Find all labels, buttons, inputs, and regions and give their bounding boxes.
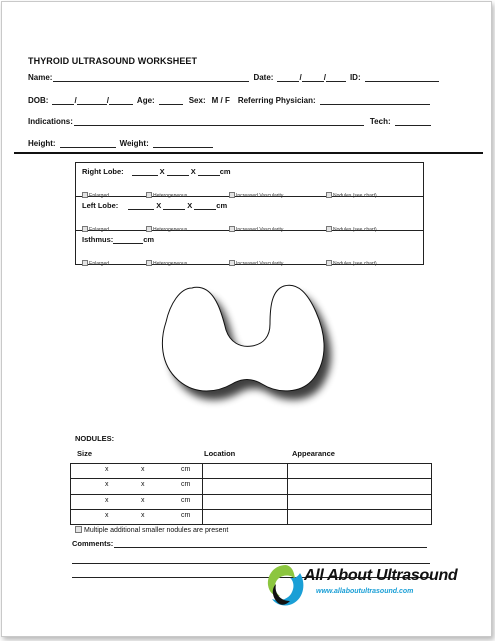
size-cell[interactable] [71, 464, 203, 479]
height-field[interactable] [60, 138, 116, 148]
dim-x: X [156, 201, 162, 210]
dim-unit: cm [143, 235, 155, 244]
size-x: x [105, 496, 109, 504]
checkbox-label: Nodules (see chart) [333, 193, 377, 199]
worksheet-page [1, 1, 492, 637]
multiple-nodules-checkbox[interactable] [75, 526, 82, 533]
sex-label: Sex: [188, 96, 206, 105]
checkbox-label: Increased Vascularity [236, 261, 284, 267]
checkbox-label: Nodules (see chart) [333, 261, 377, 267]
header-size: Size [77, 449, 93, 458]
checkbox-label: Heterogeneous [153, 261, 188, 267]
location-cell[interactable] [203, 479, 288, 494]
appearance-cell[interactable] [288, 509, 432, 524]
size-unit: cm [181, 511, 191, 519]
patient-row-measurements [28, 136, 213, 148]
left-lobe-label: Left Lobe: [82, 201, 119, 210]
thyroid-outline [162, 285, 324, 391]
age-label: Age: [136, 96, 155, 105]
right-lobe-dim3[interactable] [198, 167, 220, 176]
checkbox-label: Nodules (see chart) [333, 227, 377, 233]
checkbox-nodules[interactable] [326, 260, 377, 267]
size-x: x [105, 481, 109, 489]
date-separator: / [323, 73, 326, 82]
appearance-cell[interactable] [288, 464, 432, 479]
age-field[interactable] [159, 95, 183, 105]
right-lobe-dim2[interactable] [167, 167, 189, 176]
size-cell[interactable] [71, 479, 203, 494]
dob-label: DOB: [28, 96, 49, 105]
patient-row-name [28, 70, 439, 82]
checkbox-label: Increased Vascularity [236, 227, 284, 233]
right-lobe-label: Right Lobe: [82, 167, 124, 176]
isthmus-line [82, 235, 154, 244]
comments-label: Comments: [72, 539, 114, 548]
weight-field[interactable] [153, 138, 213, 148]
dim-x: X [190, 167, 196, 176]
dim-unit: cm [219, 167, 231, 176]
table-row [71, 494, 432, 509]
checkbox-heterogeneous[interactable] [146, 260, 187, 267]
dob-separator: / [106, 96, 109, 105]
tech-label: Tech: [369, 117, 391, 126]
left-lobe-line [82, 201, 227, 210]
left-lobe-dim3[interactable] [194, 201, 216, 210]
worksheet-title: THYROID ULTRASOUND WORKSHEET [28, 56, 198, 66]
checkbox-box[interactable] [229, 260, 235, 266]
header-appearance: Appearance [292, 449, 335, 458]
checkbox-box[interactable] [146, 260, 152, 266]
size-x: x [141, 511, 145, 519]
dim-x: X [159, 167, 165, 176]
referring-label: Referring Physician: [237, 96, 316, 105]
appearance-cell[interactable] [288, 479, 432, 494]
nodules-table [70, 463, 432, 525]
name-label: Name: [28, 73, 53, 82]
size-cell[interactable] [71, 509, 203, 524]
indications-label: Indications: [28, 117, 73, 126]
dob-month-field[interactable] [52, 95, 77, 105]
thyroid-illustration [152, 274, 342, 424]
date-separator: / [299, 73, 302, 82]
checkbox-enlarged[interactable] [82, 260, 109, 267]
checkbox-label: Enlarged [89, 227, 110, 233]
dob-year-field[interactable] [106, 95, 133, 105]
size-x: x [141, 481, 145, 489]
size-x: x [105, 511, 109, 519]
multiple-nodules-option[interactable] [75, 526, 228, 534]
size-unit: cm [181, 496, 191, 504]
checkbox-box[interactable] [82, 260, 88, 266]
referring-field[interactable] [320, 95, 430, 105]
isthmus-dim[interactable] [113, 235, 143, 244]
location-cell[interactable] [203, 509, 288, 524]
multiple-nodules-label: Multiple additional smaller nodules are present [84, 527, 229, 534]
section-divider [14, 152, 483, 154]
left-lobe-dim1[interactable] [128, 201, 154, 210]
dob-separator: / [74, 96, 77, 105]
isthmus-section [76, 231, 423, 267]
weight-label: Weight: [119, 139, 149, 148]
dob-day-field[interactable] [77, 95, 107, 105]
size-unit: cm [181, 466, 191, 473]
nodules-title: NODULES: [75, 434, 115, 443]
name-field[interactable] [53, 72, 249, 82]
all-about-ultrasound-logo [264, 561, 464, 611]
checkbox-vascularity[interactable] [229, 260, 283, 267]
checkbox-box[interactable] [326, 260, 332, 266]
appearance-cell[interactable] [288, 494, 432, 509]
size-x: x [105, 466, 109, 473]
height-label: Height: [28, 139, 56, 148]
dim-x: X [187, 201, 193, 210]
table-row [71, 509, 432, 524]
logo-swirl-icon [264, 561, 306, 611]
size-x: x [141, 496, 145, 504]
patient-row-dob [28, 93, 430, 105]
table-row [71, 479, 432, 494]
left-lobe-section [76, 197, 423, 231]
checkbox-label: Increased Vascularity [236, 193, 284, 199]
date-day-field[interactable] [302, 72, 324, 82]
location-cell[interactable] [203, 464, 288, 479]
size-unit: cm [181, 481, 191, 489]
checkbox-label: Heterogeneous [153, 227, 188, 233]
right-lobe-section [76, 163, 423, 197]
comments-field[interactable] [114, 539, 427, 548]
isthmus-label: Isthmus: [82, 235, 114, 244]
date-month-field[interactable] [277, 72, 302, 82]
id-label: ID: [349, 73, 361, 82]
tech-field[interactable] [395, 116, 431, 126]
left-lobe-dim2[interactable] [163, 201, 185, 210]
lobe-measurements-box [75, 162, 424, 265]
checkbox-label: Enlarged [89, 261, 110, 267]
logo-url[interactable]: www.allaboutultrasound.com [316, 588, 414, 595]
patient-row-indications [28, 114, 431, 126]
sex-options[interactable]: M / F [211, 96, 230, 105]
date-year-field[interactable] [323, 72, 346, 82]
size-cell[interactable] [71, 494, 203, 509]
table-row [71, 464, 432, 479]
location-cell[interactable] [203, 494, 288, 509]
logo-name: All About Ultrasound [304, 567, 458, 584]
right-lobe-line [82, 167, 231, 176]
header-location: Location [204, 449, 236, 458]
date-label: Date: [253, 73, 274, 82]
dim-unit: cm [216, 201, 228, 210]
id-field[interactable] [365, 72, 439, 82]
right-lobe-dim1[interactable] [132, 167, 158, 176]
indications-field[interactable] [74, 116, 364, 126]
comments-row [72, 539, 427, 548]
size-x: x [141, 466, 145, 473]
checkbox-label: Enlarged [89, 193, 110, 199]
checkbox-label: Heterogeneous [153, 193, 188, 199]
